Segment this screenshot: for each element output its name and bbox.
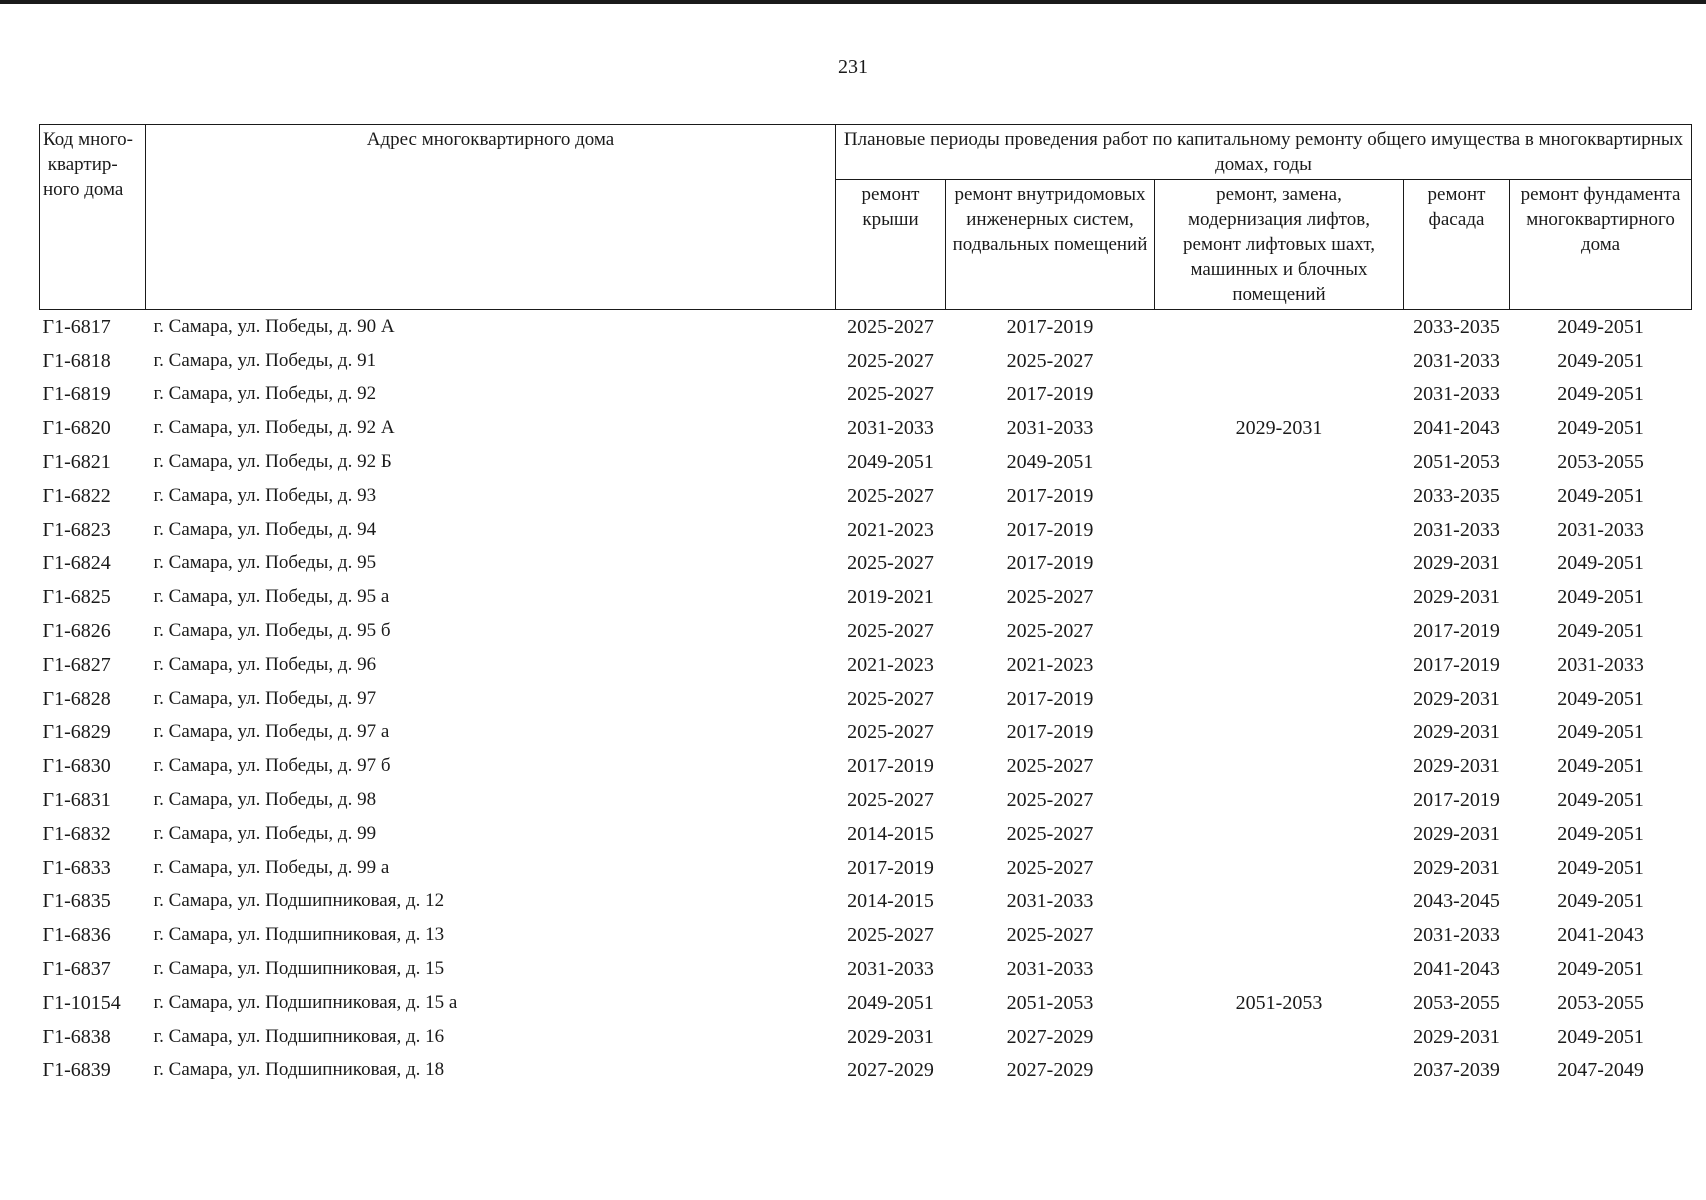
cell-code: Г1-6839 (42, 1059, 111, 1082)
cell-foundation: 2049-2051 (1557, 349, 1644, 372)
cell-foundation: 2041-2043 (1557, 924, 1644, 947)
cell-lifts (1155, 952, 1404, 986)
cell-engineering: 2017-2019 (1006, 687, 1094, 710)
cell-roof: 2014-2015 (847, 822, 934, 845)
cell-lifts (1155, 648, 1404, 682)
cell-engineering: 2025-2027 (1006, 924, 1094, 947)
table-row (40, 716, 1692, 750)
cell-roof: 2027-2029 (847, 1059, 934, 1082)
cell-address: г. Самара, ул. Победы, д. 95 (153, 552, 377, 574)
cell-roof: 2017-2019 (847, 856, 934, 879)
cell-facade: 2053-2055 (1413, 991, 1500, 1014)
cell-foundation: 2049-2051 (1557, 417, 1644, 440)
cell-address: г. Самара, ул. Победы, д. 92 (153, 383, 377, 405)
header-code: Код много- квартир-ного дома (40, 125, 146, 310)
table-row (40, 547, 1692, 581)
cell-foundation: 2049-2051 (1557, 755, 1644, 778)
cell-code: Г1-6818 (42, 349, 111, 372)
cell-foundation: 2049-2051 (1557, 552, 1644, 575)
table-row (40, 851, 1692, 885)
cell-foundation: 2049-2051 (1557, 789, 1644, 812)
cell-lifts (1155, 885, 1404, 919)
cell-engineering: 2017-2019 (1006, 315, 1094, 338)
cell-foundation: 2049-2051 (1557, 383, 1644, 406)
cell-roof: 2025-2027 (847, 620, 934, 643)
repair-schedule-table (39, 124, 1692, 1087)
cell-engineering: 2017-2019 (1006, 383, 1094, 406)
cell-address: г. Самара, ул. Победы, д. 95 б (153, 620, 391, 642)
header-foundation: ремонт фундамента многоквартирного дома (1510, 180, 1692, 310)
cell-facade: 2017-2019 (1413, 653, 1500, 676)
cell-code: Г1-6831 (42, 789, 111, 812)
cell-lifts (1155, 513, 1404, 547)
cell-code: Г1-6828 (42, 687, 111, 710)
cell-foundation: 2047-2049 (1557, 1059, 1644, 1082)
table-row (40, 1020, 1692, 1054)
cell-engineering: 2025-2027 (1006, 789, 1094, 812)
cell-roof: 2025-2027 (847, 552, 934, 575)
cell-foundation: 2049-2051 (1557, 721, 1644, 744)
cell-lifts (1155, 716, 1404, 750)
table-row (40, 682, 1692, 716)
table-row (40, 411, 1692, 445)
cell-address: г. Самара, ул. Победы, д. 92 А (153, 417, 395, 439)
cell-foundation: 2053-2055 (1557, 991, 1644, 1014)
cell-engineering: 2027-2029 (1006, 1025, 1094, 1048)
cell-facade: 2031-2033 (1413, 349, 1500, 372)
cell-engineering: 2027-2029 (1006, 1059, 1094, 1082)
cell-address: г. Самара, ул. Победы, д. 97 а (153, 721, 390, 743)
cell-code: Г1-6838 (42, 1025, 111, 1048)
cell-roof: 2014-2015 (847, 890, 934, 913)
table-row (40, 378, 1692, 412)
cell-roof: 2017-2019 (847, 755, 934, 778)
cell-address: г. Самара, ул. Победы, д. 99 а (153, 856, 390, 878)
cell-engineering: 2051-2053 (1006, 991, 1094, 1014)
cell-facade: 2029-2031 (1413, 586, 1500, 609)
cell-facade: 2041-2043 (1413, 417, 1500, 440)
cell-roof: 2025-2027 (847, 721, 934, 744)
cell-roof: 2025-2027 (847, 349, 934, 372)
table-row (40, 445, 1692, 479)
table-row (40, 479, 1692, 513)
cell-code: Г1-6821 (42, 451, 111, 474)
cell-address: г. Самара, ул. Подшипниковая, д. 18 (153, 1059, 445, 1081)
cell-lifts (1155, 580, 1404, 614)
cell-code: Г1-6822 (42, 484, 111, 507)
cell-roof: 2031-2033 (847, 417, 934, 440)
cell-facade: 2029-2031 (1413, 822, 1500, 845)
header-engineering: ремонт внутридомовых инженерных систем, подвальных помещений (946, 180, 1155, 310)
cell-facade: 2041-2043 (1413, 958, 1500, 981)
table-row (40, 885, 1692, 919)
cell-code: Г1-6820 (42, 417, 111, 440)
cell-lifts (1155, 1020, 1404, 1054)
cell-facade: 2043-2045 (1413, 890, 1500, 913)
table-row (40, 310, 1692, 344)
cell-foundation: 2049-2051 (1557, 856, 1644, 879)
table-body (40, 310, 1692, 1088)
cell-address: г. Самара, ул. Подшипниковая, д. 13 (153, 924, 445, 946)
cell-facade: 2029-2031 (1413, 1025, 1500, 1048)
cell-address: г. Самара, ул. Победы, д. 97 (153, 687, 377, 709)
cell-lifts: 2029-2031 (1235, 417, 1323, 440)
top-rule (0, 0, 1706, 4)
cell-code: Г1-6817 (42, 315, 111, 338)
cell-foundation: 2049-2051 (1557, 484, 1644, 507)
cell-lifts (1155, 851, 1404, 885)
cell-code: Г1-6819 (42, 383, 111, 406)
cell-code: Г1-6824 (42, 552, 111, 575)
cell-roof: 2021-2023 (847, 518, 934, 541)
table-header (40, 125, 1692, 310)
cell-lifts (1155, 817, 1404, 851)
cell-address: г. Самара, ул. Победы, д. 91 (153, 349, 377, 371)
header-periods-group: Плановые периоды проведения работ по капитальному ремонту общего имущества в многоквартирных домах, годы (836, 125, 1692, 180)
cell-address: г. Самара, ул. Победы, д. 99 (153, 822, 377, 844)
cell-address: г. Самара, ул. Подшипниковая, д. 15 а (153, 991, 458, 1013)
cell-facade: 2033-2035 (1413, 315, 1500, 338)
cell-address: г. Самара, ул. Победы, д. 98 (153, 789, 377, 811)
cell-code: Г1-6825 (42, 586, 111, 609)
cell-engineering: 2017-2019 (1006, 721, 1094, 744)
cell-engineering: 2025-2027 (1006, 620, 1094, 643)
cell-roof: 2025-2027 (847, 924, 934, 947)
header-facade: ремонт фасада (1404, 180, 1510, 310)
cell-engineering: 2049-2051 (1006, 451, 1094, 474)
cell-address: г. Самара, ул. Победы, д. 95 а (153, 586, 390, 608)
cell-lifts (1155, 344, 1404, 378)
cell-address: г. Самара, ул. Победы, д. 97 б (153, 755, 391, 777)
cell-address: г. Самара, ул. Победы, д. 96 (153, 653, 377, 675)
cell-foundation: 2053-2055 (1557, 451, 1644, 474)
table-row (40, 817, 1692, 851)
cell-facade: 2051-2053 (1413, 451, 1500, 474)
cell-code: Г1-10154 (42, 991, 121, 1014)
cell-facade: 2029-2031 (1413, 856, 1500, 879)
cell-roof: 2025-2027 (847, 383, 934, 406)
cell-facade: 2031-2033 (1413, 383, 1500, 406)
cell-foundation: 2049-2051 (1557, 958, 1644, 981)
cell-roof: 2029-2031 (847, 1025, 934, 1048)
cell-lifts (1155, 749, 1404, 783)
table-row (40, 513, 1692, 547)
cell-facade: 2037-2039 (1413, 1059, 1500, 1082)
cell-roof: 2019-2021 (847, 586, 934, 609)
table-row (40, 614, 1692, 648)
cell-roof: 2021-2023 (847, 653, 934, 676)
cell-roof: 2025-2027 (847, 315, 934, 338)
cell-engineering: 2017-2019 (1006, 552, 1094, 575)
table-row (40, 986, 1692, 1020)
cell-lifts (1155, 445, 1404, 479)
cell-facade: 2033-2035 (1413, 484, 1500, 507)
cell-roof: 2031-2033 (847, 958, 934, 981)
cell-facade: 2031-2033 (1413, 924, 1500, 947)
table-row (40, 648, 1692, 682)
table-row (40, 783, 1692, 817)
cell-address: г. Самара, ул. Победы, д. 94 (153, 518, 377, 540)
cell-lifts (1155, 310, 1404, 344)
cell-engineering: 2025-2027 (1006, 822, 1094, 845)
cell-foundation: 2031-2033 (1557, 653, 1644, 676)
table-row (40, 580, 1692, 614)
cell-foundation: 2049-2051 (1557, 890, 1644, 913)
cell-address: г. Самара, ул. Победы, д. 90 А (153, 315, 395, 337)
cell-lifts (1155, 1054, 1404, 1088)
cell-address: г. Самара, ул. Подшипниковая, д. 15 (153, 958, 445, 980)
cell-lifts (1155, 682, 1404, 716)
cell-engineering: 2031-2033 (1006, 958, 1094, 981)
cell-lifts (1155, 918, 1404, 952)
cell-engineering: 2025-2027 (1006, 586, 1094, 609)
cell-engineering: 2031-2033 (1006, 890, 1094, 913)
table-row (40, 918, 1692, 952)
table-row (40, 952, 1692, 986)
cell-engineering: 2025-2027 (1006, 349, 1094, 372)
cell-foundation: 2049-2051 (1557, 1025, 1644, 1048)
cell-facade: 2031-2033 (1413, 518, 1500, 541)
cell-address: г. Самара, ул. Подшипниковая, д. 16 (153, 1025, 445, 1047)
cell-code: Г1-6833 (42, 856, 111, 879)
table-row (40, 1054, 1692, 1088)
header-roof: ремонт крыши (836, 180, 946, 310)
cell-engineering: 2017-2019 (1006, 484, 1094, 507)
cell-code: Г1-6827 (42, 653, 111, 676)
cell-facade: 2017-2019 (1413, 789, 1500, 812)
cell-lifts (1155, 614, 1404, 648)
cell-facade: 2029-2031 (1413, 552, 1500, 575)
cell-roof: 2025-2027 (847, 484, 934, 507)
cell-code: Г1-6826 (42, 620, 111, 643)
cell-roof: 2025-2027 (847, 687, 934, 710)
table-row (40, 344, 1692, 378)
cell-lifts (1155, 547, 1404, 581)
cell-code: Г1-6832 (42, 822, 111, 845)
cell-lifts (1155, 479, 1404, 513)
cell-foundation: 2049-2051 (1557, 687, 1644, 710)
cell-foundation: 2031-2033 (1557, 518, 1644, 541)
cell-facade: 2029-2031 (1413, 755, 1500, 778)
cell-foundation: 2049-2051 (1557, 620, 1644, 643)
cell-code: Г1-6830 (42, 755, 111, 778)
cell-facade: 2029-2031 (1413, 721, 1500, 744)
cell-code: Г1-6837 (42, 958, 111, 981)
cell-engineering: 2017-2019 (1006, 518, 1094, 541)
cell-address: г. Самара, ул. Победы, д. 92 Б (153, 451, 392, 473)
cell-code: Г1-6836 (42, 924, 111, 947)
cell-roof: 2025-2027 (847, 789, 934, 812)
cell-engineering: 2021-2023 (1006, 653, 1094, 676)
cell-code: Г1-6829 (42, 721, 111, 744)
cell-engineering: 2031-2033 (1006, 417, 1094, 440)
cell-lifts (1155, 378, 1404, 412)
cell-code: Г1-6823 (42, 518, 111, 541)
cell-foundation: 2049-2051 (1557, 315, 1644, 338)
cell-lifts: 2051-2053 (1235, 991, 1323, 1014)
cell-foundation: 2049-2051 (1557, 586, 1644, 609)
cell-address: г. Самара, ул. Победы, д. 93 (153, 484, 377, 506)
cell-roof: 2049-2051 (847, 451, 934, 474)
header-lifts: ремонт, замена, модернизация лифтов, ремонт лифтовых шахт, машинных и блочных помещений (1155, 180, 1404, 310)
cell-facade: 2029-2031 (1413, 687, 1500, 710)
cell-address: г. Самара, ул. Подшипниковая, д. 12 (153, 890, 445, 912)
table-row (40, 749, 1692, 783)
cell-engineering: 2025-2027 (1006, 856, 1094, 879)
cell-foundation: 2049-2051 (1557, 822, 1644, 845)
cell-lifts (1155, 783, 1404, 817)
page-number: 231 (838, 56, 868, 78)
cell-code: Г1-6835 (42, 890, 111, 913)
header-address: Адрес многоквартирного дома (146, 125, 836, 310)
cell-facade: 2017-2019 (1413, 620, 1500, 643)
cell-engineering: 2025-2027 (1006, 755, 1094, 778)
cell-roof: 2049-2051 (847, 991, 934, 1014)
